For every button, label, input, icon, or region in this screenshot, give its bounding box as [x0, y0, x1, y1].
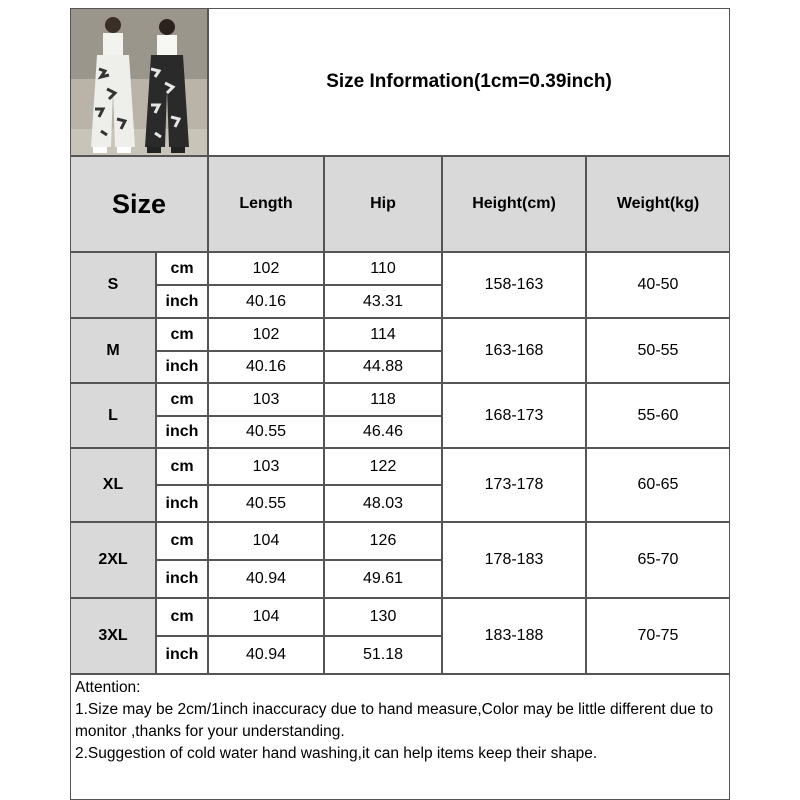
length-inch: 40.55 — [208, 416, 324, 448]
unit-cm: cm — [156, 252, 208, 285]
hip-cm: 118 — [324, 383, 442, 416]
unit-cm: cm — [156, 383, 208, 416]
unit-inch: inch — [156, 416, 208, 448]
attention-notes — [70, 674, 730, 800]
unit-inch: inch — [156, 636, 208, 674]
unit-cm: cm — [156, 448, 208, 485]
header-length: Length — [208, 156, 324, 252]
hip-inch: 51.18 — [324, 636, 442, 674]
length-cm: 102 — [208, 252, 324, 285]
height-range: 183-188 — [442, 598, 586, 674]
length-inch: 40.16 — [208, 285, 324, 318]
weight-range: 40-50 — [586, 252, 730, 318]
height-range: 178-183 — [442, 522, 586, 598]
header-weight: Weight(kg) — [586, 156, 730, 252]
unit-cm: cm — [156, 318, 208, 351]
size-label: S — [70, 252, 156, 318]
hip-inch: 46.46 — [324, 416, 442, 448]
hip-inch: 44.88 — [324, 351, 442, 383]
size-label: XL — [70, 448, 156, 522]
length-inch: 40.94 — [208, 636, 324, 674]
size-chart — [70, 8, 730, 800]
hip-inch: 48.03 — [324, 485, 442, 522]
unit-inch: inch — [156, 485, 208, 522]
chart-title: Size Information(1cm=0.39inch) — [208, 8, 730, 156]
unit-cm: cm — [156, 598, 208, 636]
size-label: 2XL — [70, 522, 156, 598]
size-label: M — [70, 318, 156, 383]
hip-cm: 122 — [324, 448, 442, 485]
unit-inch: inch — [156, 560, 208, 598]
height-range: 173-178 — [442, 448, 586, 522]
hip-cm: 110 — [324, 252, 442, 285]
length-inch: 40.16 — [208, 351, 324, 383]
hip-inch: 43.31 — [324, 285, 442, 318]
hip-cm: 130 — [324, 598, 442, 636]
notes-line-1: 1.Size may be 2cm/1inch inaccuracy due to hand measure,Color may be little different due to monitor ,thanks for your understanding. — [75, 701, 714, 740]
weight-range: 65-70 — [586, 522, 730, 598]
height-range: 163-168 — [442, 318, 586, 383]
unit-cm: cm — [156, 522, 208, 560]
weight-range: 70-75 — [586, 598, 730, 674]
length-cm: 103 — [208, 383, 324, 416]
length-cm: 103 — [208, 448, 324, 485]
notes-line-2: 2.Suggestion of cold water hand washing,it can help items keep their shape. — [75, 745, 598, 762]
weight-range: 55-60 — [586, 383, 730, 448]
unit-inch: inch — [156, 285, 208, 318]
notes-heading: Attention: — [75, 679, 141, 696]
model-photo-icon — [71, 9, 208, 156]
weight-range: 60-65 — [586, 448, 730, 522]
height-range: 158-163 — [442, 252, 586, 318]
header-hip: Hip — [324, 156, 442, 252]
length-cm: 102 — [208, 318, 324, 351]
size-label: 3XL — [70, 598, 156, 674]
length-cm: 104 — [208, 522, 324, 560]
hip-inch: 49.61 — [324, 560, 442, 598]
unit-inch: inch — [156, 351, 208, 383]
length-inch: 40.55 — [208, 485, 324, 522]
size-label: L — [70, 383, 156, 448]
product-photo — [70, 8, 208, 156]
height-range: 168-173 — [442, 383, 586, 448]
header-height: Height(cm) — [442, 156, 586, 252]
length-cm: 104 — [208, 598, 324, 636]
header-size: Size — [70, 156, 208, 252]
weight-range: 50-55 — [586, 318, 730, 383]
hip-cm: 114 — [324, 318, 442, 351]
hip-cm: 126 — [324, 522, 442, 560]
length-inch: 40.94 — [208, 560, 324, 598]
